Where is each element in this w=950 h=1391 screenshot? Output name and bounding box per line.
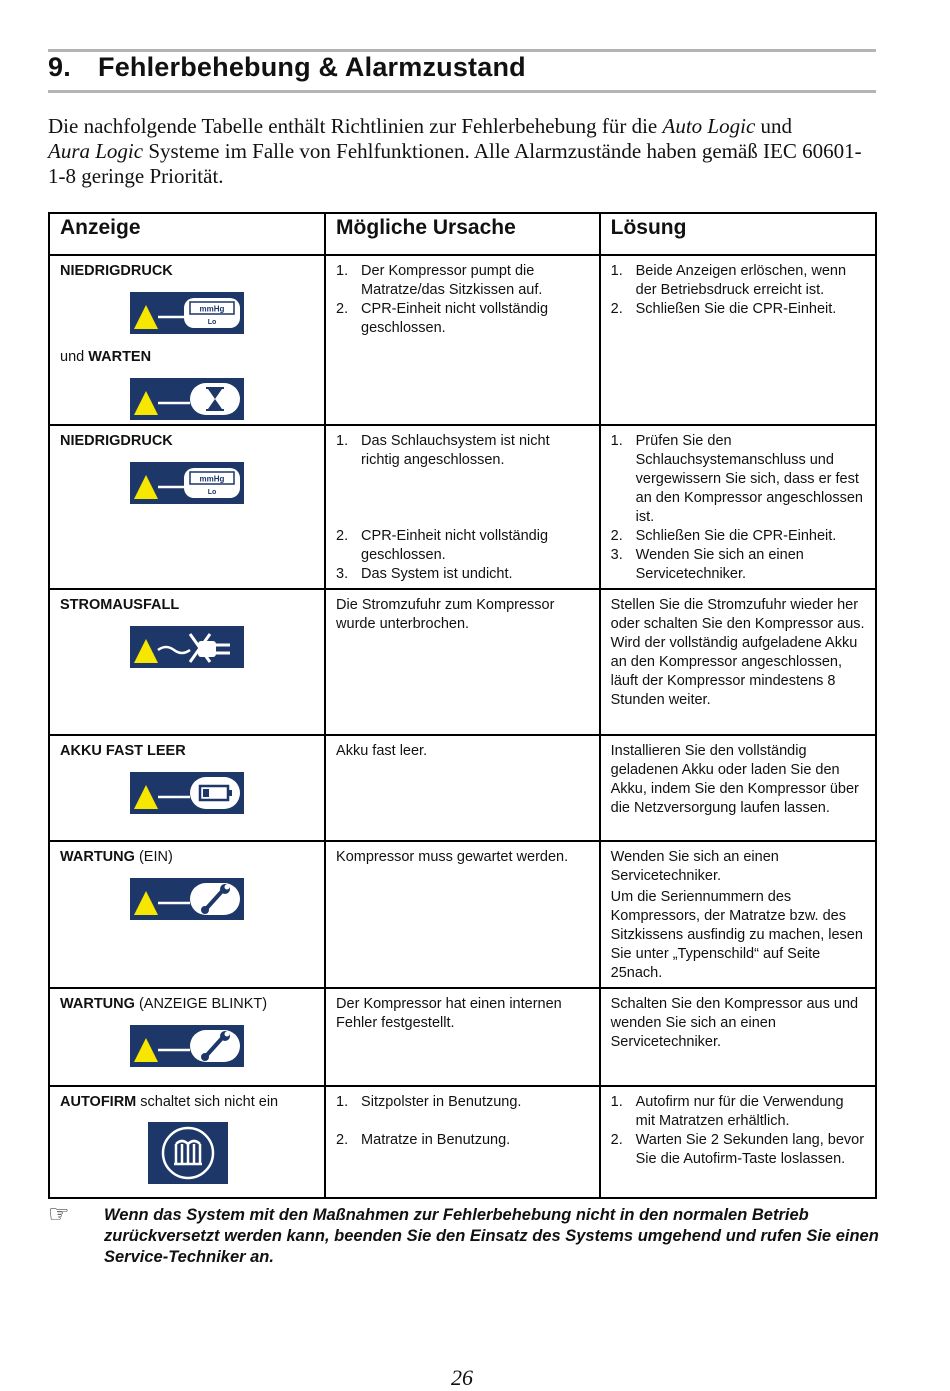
cause-cell	[325, 988, 600, 1086]
indicator-label: WARTUNG	[60, 849, 135, 865]
solution-item: 1. Autofirm nur für die Verwendung mit Matratzen erhältlich.	[610, 1094, 844, 1129]
indicator-label: STROMAUSFALL	[60, 597, 180, 613]
cause-text: Die Stromzufuhr zum Kompressor wurde unterbrochen.	[336, 597, 555, 632]
indicator-cell	[49, 735, 325, 841]
indicator-label: AUTOFIRM	[60, 1094, 137, 1110]
cause-item: 1. Der Kompressor pumpt die Matratze/das Sitzkissen auf.	[336, 263, 543, 298]
table-row	[49, 1086, 876, 1198]
product-aura-logic: Aura Logic	[48, 139, 144, 163]
cause-cell	[325, 841, 600, 988]
indicator-cell	[49, 988, 325, 1086]
indicator-cell	[49, 425, 325, 589]
cause-item: 1. Sitzpolster in Benutzung.	[336, 1094, 522, 1110]
table-row	[49, 589, 876, 735]
cause-cell	[325, 1086, 600, 1198]
svg-text:Lo: Lo	[207, 489, 217, 496]
low-battery-alarm-icon	[130, 772, 244, 814]
table-row	[49, 735, 876, 841]
spacer	[336, 1112, 589, 1131]
indicator-label-line	[60, 995, 314, 1014]
intro-text-3: Systeme im Falle von Fehlfunktionen. Alle Alarmzustände haben gemäß IEC 60601-1-8 geringe Priorität.	[48, 139, 862, 188]
indicator-cell	[49, 841, 325, 988]
autofirm-icon	[148, 1122, 228, 1184]
header-ursache: Mögliche Ursache	[325, 213, 600, 255]
solution-text-2: Um die Seriennummern des Kompressors, der Matratze bzw. des Sitzkissens ausfindig zu machen, lesen Sie unter „Typenschild“ auf Seite 25nach.	[610, 889, 863, 981]
indicator-label-line	[60, 848, 314, 867]
product-auto-logic: Auto Logic	[662, 114, 756, 138]
table-row	[49, 255, 876, 425]
indicator-label-line	[60, 1093, 314, 1112]
svg-text:mmHg: mmHg	[199, 304, 225, 314]
bottom-rule	[48, 90, 876, 93]
indicator-label: AKKU FAST LEER	[60, 743, 186, 759]
cause-cell	[325, 255, 600, 425]
section-heading	[48, 52, 526, 83]
intro-text-1: Die nachfolgende Tabelle enthält Richtlinien zur Fehlerbehebung für die	[48, 114, 663, 138]
section-title: Fehlerbehebung & Alarmzustand	[98, 52, 526, 82]
solution-item: 2. Schließen Sie die CPR-Einheit.	[610, 301, 837, 317]
solution-cell	[600, 841, 876, 988]
intro-paragraph	[48, 114, 868, 189]
indicator-label-warten: WARTEN	[88, 349, 152, 365]
table-row	[49, 841, 876, 988]
solution-text: Wenden Sie sich an einen Servicetechniker.	[610, 849, 779, 884]
svg-text:Lo: Lo	[207, 319, 217, 326]
indicator-cell	[49, 1086, 325, 1198]
wait-alarm-icon	[130, 378, 244, 420]
solution-text-2: Wird der vollständig aufgeladene Akku an den Kompressor angeschlossen, läuft der Kompressor mindestens 8 Stunden weiter.	[610, 635, 858, 708]
table-header-row	[49, 213, 876, 255]
note-text: Wenn das System mit den Maßnahmen zur Fehlerbehebung nicht in den normalen Betrieb zurückversetzt werden kann, beenden Sie den Einsatz des Systems umgehend und rufen Sie einen Service-Techniker an.	[104, 1206, 879, 1266]
section-number: 9.	[48, 52, 71, 82]
table-row	[49, 988, 876, 1086]
cause-item: 1. Das Schlauchsystem ist nicht richtig angeschlossen.	[336, 433, 550, 468]
svg-text:mmHg: mmHg	[199, 474, 225, 484]
spacer	[336, 489, 589, 508]
indicator-cell	[49, 255, 325, 425]
cause-cell	[325, 735, 600, 841]
cause-text: Kompressor muss gewartet werden.	[336, 849, 569, 865]
table-row	[49, 425, 876, 589]
cause-text: Der Kompressor hat einen internen Fehler festgestellt.	[336, 996, 562, 1031]
solution-item: 2. Warten Sie 2 Sekunden lang, bevor Sie die Autofirm-Taste loslassen.	[610, 1132, 865, 1167]
cause-item: 2. Matratze in Benutzung.	[336, 1132, 511, 1148]
cause-text: Akku fast leer.	[336, 743, 428, 759]
indicator-cell	[49, 589, 325, 735]
indicator-label: WARTUNG	[60, 996, 135, 1012]
intro-text-2: und	[755, 114, 793, 138]
low-pressure-alarm-icon	[130, 292, 244, 334]
cause-cell	[325, 425, 600, 589]
indicator-suffix: (ANZEIGE BLINKT)	[134, 996, 268, 1012]
indicator-second-label	[60, 348, 314, 367]
solution-cell	[600, 589, 876, 735]
solution-item: 3. Wenden Sie sich an einen Servicetechniker.	[610, 547, 804, 582]
indicator-suffix: schaltet sich nicht ein	[136, 1094, 279, 1110]
low-pressure-alarm-icon	[130, 462, 244, 504]
pointing-hand-icon: ☞	[48, 1201, 70, 1228]
solution-cell	[600, 425, 876, 589]
service-blinking-alarm-icon	[130, 1025, 244, 1067]
solution-cell	[600, 735, 876, 841]
spacer	[336, 470, 589, 489]
page-number: 26	[451, 1365, 473, 1390]
solution-cell	[600, 988, 876, 1086]
solution-text: Installieren Sie den vollständig geladenen Akku oder laden Sie den Akku, indem Sie den Kompressor über die Netzversorgung laufen lassen.	[610, 743, 859, 816]
service-alarm-icon	[130, 878, 244, 920]
cause-cell	[325, 589, 600, 735]
indicator-label: NIEDRIGDRUCK	[60, 263, 173, 279]
solution-text: Stellen Sie die Stromzufuhr wieder her oder schalten Sie den Kompressor aus.	[610, 597, 865, 632]
cause-item: 3. Das System ist undicht.	[336, 566, 513, 582]
solution-cell	[600, 1086, 876, 1198]
header-anzeige: Anzeige	[49, 213, 325, 255]
solution-item: 2. Schließen Sie die CPR-Einheit.	[610, 528, 837, 544]
indicator-connector: und	[60, 349, 89, 365]
indicator-suffix: (EIN)	[134, 849, 173, 865]
indicator-label: NIEDRIGDRUCK	[60, 433, 173, 449]
solution-item: 1. Beide Anzeigen erlöschen, wenn der Betriebsdruck erreicht ist.	[610, 263, 847, 298]
troubleshooting-table	[48, 212, 877, 1199]
spacer	[336, 508, 589, 527]
cause-item: 2. CPR-Einheit nicht vollständig geschlossen.	[336, 528, 549, 563]
cause-item: 2. CPR-Einheit nicht vollständig geschlossen.	[336, 301, 549, 336]
solution-cell	[600, 255, 876, 425]
solution-text: Schalten Sie den Kompressor aus und wenden Sie sich an einen Servicetechniker.	[610, 996, 859, 1050]
header-loesung: Lösung	[600, 213, 876, 255]
solution-item: 1. Prüfen Sie den Schlauchsystemanschluss und vergewissern Sie sich, dass er fest an den Kompressor angeschlossen ist.	[610, 433, 863, 525]
power-failure-alarm-icon	[130, 626, 244, 668]
